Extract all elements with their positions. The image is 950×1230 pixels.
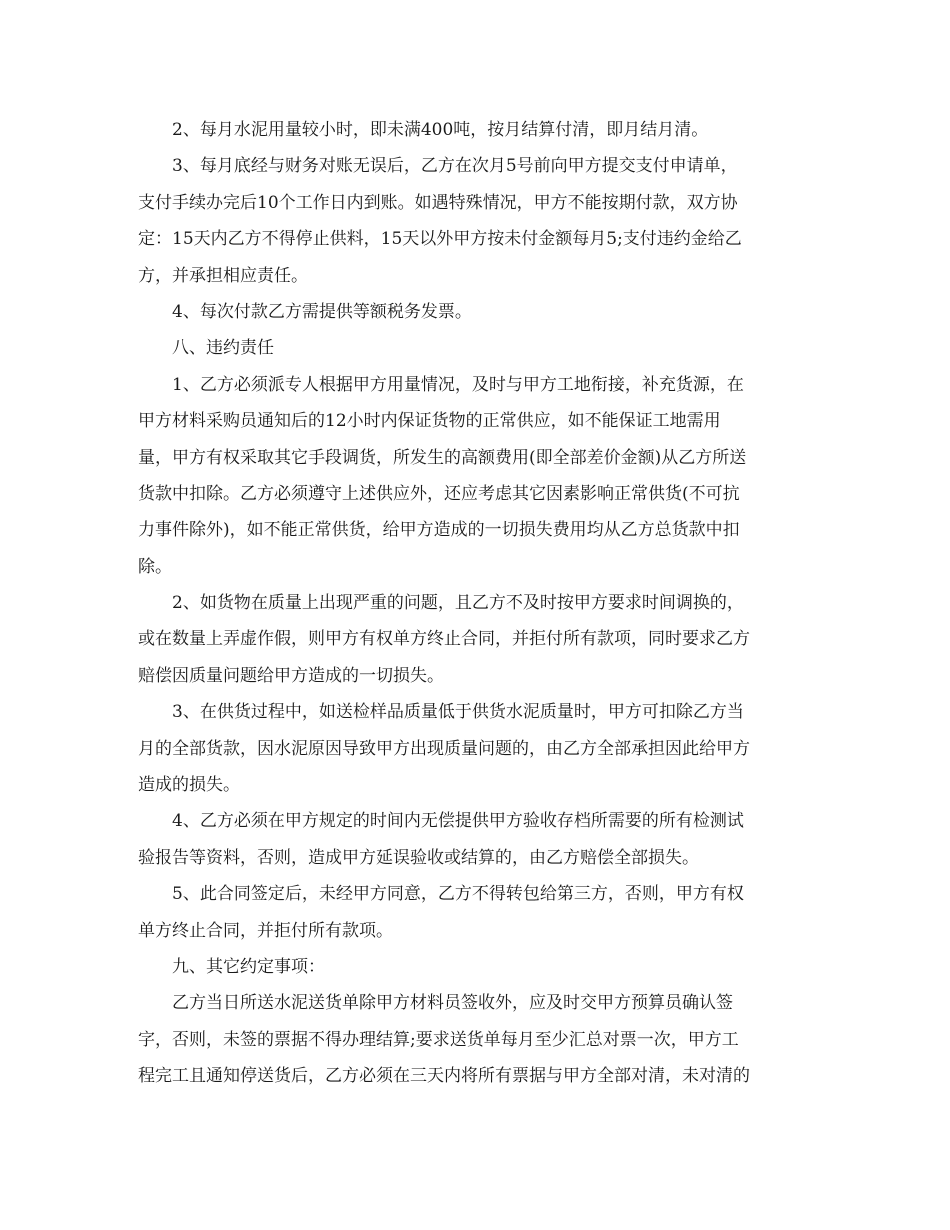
paragraph-line: 2、如货物在质量上出现严重的问题，且乙方不及时按甲方要求时间调换的， bbox=[172, 593, 744, 614]
paragraph-line: 验报告等资料，否则，造成甲方延误验收或结算的，由乙方赔偿全部损失。 bbox=[138, 847, 699, 868]
paragraph-line: 或在数量上弄虚作假，则甲方有权单方终止合同，并拒付所有款项，同时要求乙方 bbox=[138, 629, 750, 650]
paragraph-line: 月的全部货款，因水泥原因导致甲方出现质量问题的，由乙方全部承担因此给甲方 bbox=[138, 738, 750, 759]
document-body bbox=[138, 112, 818, 1095]
paragraph-line: 1、乙方必须派专人根据甲方用量情况，及时与甲方工地衔接，补充货源，在 bbox=[172, 374, 744, 395]
paragraph-line: 赔偿因质量问题给甲方造成的一切损失。 bbox=[138, 665, 444, 686]
paragraph-line: 3、每月底经与财务对账无误后，乙方在次月5号前向甲方提交支付申请单， bbox=[172, 156, 738, 177]
paragraph-line: 造成的损失。 bbox=[138, 775, 240, 796]
paragraph-line: 单方终止合同，并拒付所有款项。 bbox=[138, 920, 393, 941]
section-heading: 九、其它约定事项： bbox=[172, 956, 325, 977]
paragraph-line: 5、此合同签定后，未经甲方同意，乙方不得转包给第三方，否则，甲方有权 bbox=[172, 884, 744, 905]
paragraph-line: 4、每次付款乙方需提供等额税务发票。 bbox=[172, 301, 472, 322]
paragraph-line: 支付手续办完后10个工作日内到账。如遇特殊情况，甲方不能按期付款，双方协 bbox=[138, 192, 738, 213]
paragraph-line: 4、乙方必须在甲方规定的时间内无偿提供甲方验收存档所需要的所有检测试 bbox=[172, 811, 744, 832]
paragraph-line: 量，甲方有权采取其它手段调货，所发生的高额费用(即全部差价金额)从乙方所送 bbox=[138, 447, 747, 468]
section-heading: 八、违约责任 bbox=[172, 338, 274, 359]
paragraph-line: 3、在供货过程中，如送检样品质量低于供货水泥质量时，甲方可扣除乙方当 bbox=[172, 702, 744, 723]
paragraph-line: 方，并承担相应责任。 bbox=[138, 265, 308, 286]
paragraph-line: 货款中扣除。乙方必须遵守上述供应外，还应考虑其它因素影响正常供货(不可抗 bbox=[138, 483, 740, 504]
paragraph-line: 力事件除外)，如不能正常供货，给甲方造成的一切损失费用均从乙方总货款中扣 bbox=[138, 520, 740, 541]
paragraph-line: 乙方当日所送水泥送货单除甲方材料员签收外，应及时交甲方预算员确认签 bbox=[172, 993, 733, 1014]
paragraph-line: 2、每月水泥用量较小时，即未满400吨，按月结算付清，即月结月清。 bbox=[172, 120, 709, 140]
paragraph-line: 程完工且通知停送货后，乙方必须在三天内将所有票据与甲方全部对清，未对清的 bbox=[138, 1066, 750, 1087]
paragraph-line: 定：15天内乙方不得停止供料，15天以外甲方按未付金额每月5;支付违约金给乙 bbox=[138, 229, 742, 250]
paragraph-line: 字，否则，未签的票据不得办理结算;要求送货单每月至少汇总对票一次，甲方工 bbox=[138, 1029, 739, 1050]
paragraph-line: 除。 bbox=[138, 556, 172, 577]
paragraph-line: 甲方材料采购员通知后的12小时内保证货物的正常供应，如不能保证工地需用 bbox=[138, 411, 721, 432]
